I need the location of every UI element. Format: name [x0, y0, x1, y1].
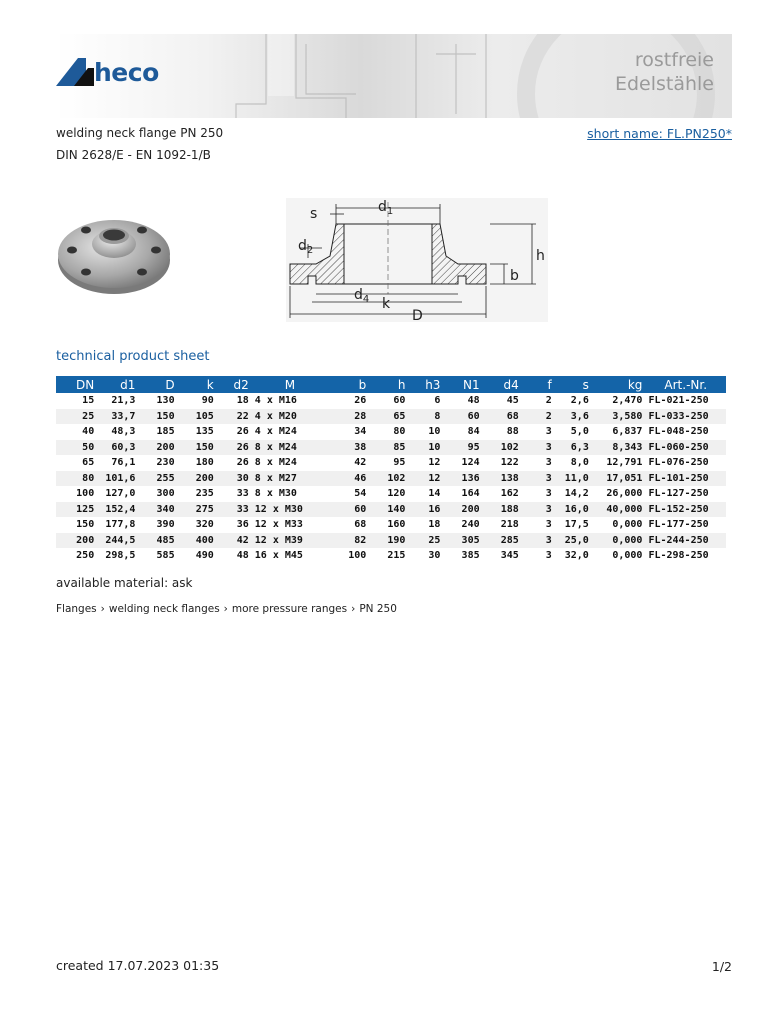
col-header-b: b — [328, 376, 369, 393]
cell-dn: 50 — [56, 440, 97, 456]
cell-N1: 200 — [443, 502, 482, 518]
cell-D: 200 — [138, 440, 177, 456]
dim-label-d1-sub: 1 — [386, 206, 394, 217]
col-header-s: s — [555, 376, 592, 393]
cell-M: 8 x M27 — [252, 471, 328, 487]
cell-D: 300 — [156, 488, 175, 500]
breadcrumb — [56, 603, 397, 615]
cell-f: 3 — [522, 471, 555, 487]
cell-kg: 8,343 — [592, 440, 646, 456]
cell-D: 585 — [156, 550, 175, 562]
short-name-link[interactable]: short name: FL.PN250* — [587, 126, 732, 141]
cell-N1: 385 — [461, 550, 480, 562]
cell-D: 150 — [138, 409, 177, 425]
cell-b: 82 — [328, 533, 369, 549]
cell-M: 16 x M45 — [254, 550, 303, 562]
cell-b: 54 — [354, 488, 367, 500]
cell-h3: 12 — [428, 457, 441, 469]
table-row — [56, 517, 726, 533]
cell-h3: 12 — [408, 471, 443, 487]
cell-M: 8 x M24 — [254, 457, 297, 469]
col-header-h: h — [369, 376, 408, 393]
col-header-D: D — [138, 376, 177, 393]
cell-k: 275 — [178, 502, 217, 518]
cell-f: 3 — [545, 457, 552, 469]
cell-d2: 33 — [217, 502, 252, 518]
cell-M: 8 x M24 — [252, 440, 328, 456]
cell-f: 3 — [522, 533, 555, 549]
cell-dn: 80 — [56, 471, 97, 487]
breadcrumb-item-more-pressure-ranges[interactable]: more pressure ranges — [231, 603, 348, 615]
cell-M: 12 x M33 — [254, 519, 303, 531]
cell-M: 4 x M16 — [254, 395, 297, 407]
cell-d2: 26 — [236, 426, 249, 438]
heco-logo-icon — [56, 52, 96, 88]
cell-d1: 60,3 — [97, 440, 138, 456]
cell-kg: 40,000 — [592, 502, 646, 518]
cell-art-nr: FL-060-250 — [645, 440, 726, 456]
cell-d4: 218 — [500, 519, 519, 531]
cell-D: 130 — [156, 395, 175, 407]
cell-b: 28 — [328, 409, 369, 425]
cell-h: 85 — [369, 440, 408, 456]
cell-dn: 150 — [76, 519, 95, 531]
cell-f: 3 — [522, 502, 555, 518]
cell-dn: 125 — [56, 502, 97, 518]
cell-D: 185 — [156, 426, 175, 438]
cell-N1: 136 — [443, 471, 482, 487]
breadcrumb-separator: › — [100, 603, 105, 615]
cell-N1: 164 — [461, 488, 480, 500]
cell-d1: 33,7 — [97, 409, 138, 425]
cell-h3: 14 — [428, 488, 441, 500]
cell-h: 80 — [393, 426, 406, 438]
cell-d2: 36 — [236, 519, 249, 531]
cell-k: 235 — [195, 488, 214, 500]
cell-d2: 18 — [236, 395, 249, 407]
cell-d4: 188 — [483, 502, 522, 518]
cell-k: 90 — [201, 395, 214, 407]
dim-label-s: s — [310, 206, 318, 222]
cell-art-nr: FL-177-250 — [648, 519, 709, 531]
cell-h3: 25 — [408, 533, 443, 549]
dim-label-k: k — [382, 296, 391, 312]
cell-D: 485 — [138, 533, 177, 549]
cell-f: 3 — [545, 426, 552, 438]
cell-art-nr: FL-127-250 — [648, 488, 709, 500]
cell-kg: 26,000 — [606, 488, 643, 500]
cell-f: 3 — [545, 519, 552, 531]
technical-product-sheet-link[interactable]: technical product sheet — [56, 349, 210, 364]
cell-s: 16,0 — [555, 502, 592, 518]
cell-h3: 30 — [428, 550, 441, 562]
cell-h3: 8 — [408, 409, 443, 425]
cell-d1: 127,0 — [105, 488, 136, 500]
table-row — [56, 409, 726, 425]
cell-D: 230 — [156, 457, 175, 469]
dim-label-d4-sub: 4 — [362, 294, 370, 305]
cell-art-nr: FL-244-250 — [645, 533, 726, 549]
cell-h: 60 — [393, 395, 406, 407]
col-header-M: M — [252, 376, 328, 393]
cell-s: 25,0 — [555, 533, 592, 549]
created-timestamp: created 17.07.2023 01:35 — [56, 958, 220, 973]
col-header-dn: DN — [56, 376, 97, 393]
col-header-kg: kg — [592, 376, 646, 393]
cell-N1: 48 — [467, 395, 480, 407]
col-header-N1: N1 — [443, 376, 482, 393]
cell-art-nr: FL-076-250 — [648, 457, 709, 469]
table-row — [56, 424, 726, 440]
cell-dn: 40 — [82, 426, 95, 438]
cell-h3: 10 — [428, 426, 441, 438]
cell-d4: 102 — [483, 440, 522, 456]
cell-art-nr: FL-298-250 — [648, 550, 709, 562]
cell-d4: 162 — [500, 488, 519, 500]
cell-d2: 30 — [217, 471, 252, 487]
cell-h: 95 — [393, 457, 406, 469]
table-row — [56, 486, 726, 502]
cell-d4: 345 — [500, 550, 519, 562]
col-header-k: k — [178, 376, 217, 393]
cell-f: 2 — [545, 395, 552, 407]
cell-b: 46 — [328, 471, 369, 487]
logo-text: heco — [94, 58, 159, 87]
cell-D: 340 — [138, 502, 177, 518]
table-row — [56, 548, 726, 564]
header-banner — [56, 34, 732, 118]
cell-d1: 152,4 — [97, 502, 138, 518]
cell-k: 320 — [195, 519, 214, 531]
page-number: 1/2 — [711, 959, 732, 974]
col-header-art-nr: Art.-Nr. — [645, 376, 726, 393]
table-header-row — [56, 376, 726, 393]
cell-d4: 68 — [483, 409, 522, 425]
cell-h: 190 — [369, 533, 408, 549]
table-row — [56, 440, 726, 456]
dim-label-h: h — [536, 248, 545, 264]
cell-h3: 18 — [428, 519, 441, 531]
cell-d1: 48,3 — [111, 426, 136, 438]
cell-D: 390 — [156, 519, 175, 531]
cell-D: 255 — [138, 471, 177, 487]
breadcrumb-separator: › — [223, 603, 228, 615]
cell-b: 68 — [354, 519, 367, 531]
cell-s: 8,0 — [570, 457, 589, 469]
cell-h3: 10 — [408, 440, 443, 456]
cell-d1: 244,5 — [97, 533, 138, 549]
cell-d1: 298,5 — [105, 550, 136, 562]
cell-dn: 200 — [56, 533, 97, 549]
cell-k: 400 — [178, 533, 217, 549]
cell-dn: 65 — [82, 457, 95, 469]
cell-b: 34 — [354, 426, 367, 438]
cell-M: 4 x M24 — [254, 426, 297, 438]
table-body — [56, 393, 726, 564]
cell-d2: 33 — [236, 488, 249, 500]
col-header-f: f — [522, 376, 555, 393]
cell-art-nr: FL-152-250 — [645, 502, 726, 518]
cell-kg: 6,837 — [612, 426, 643, 438]
cell-b: 100 — [348, 550, 367, 562]
cell-d4: 88 — [506, 426, 519, 438]
col-header-h3: h3 — [408, 376, 443, 393]
cell-h3: 16 — [408, 502, 443, 518]
tagline-line-1: rostfreie — [634, 49, 714, 71]
cell-art-nr: FL-101-250 — [645, 471, 726, 487]
cell-dn: 15 — [82, 395, 95, 407]
cell-dn: 25 — [56, 409, 97, 425]
col-header-d1: d1 — [97, 376, 138, 393]
tagline-line-2: Edelstähle — [614, 73, 714, 95]
cell-d2: 26 — [236, 457, 249, 469]
cell-k: 200 — [178, 471, 217, 487]
cell-N1: 84 — [467, 426, 480, 438]
cell-N1: 60 — [443, 409, 482, 425]
table-row — [56, 471, 726, 487]
cell-s: 3,6 — [555, 409, 592, 425]
cell-s: 17,5 — [564, 519, 589, 531]
cell-h3: 6 — [434, 395, 441, 407]
table-row — [56, 502, 726, 518]
cell-N1: 305 — [443, 533, 482, 549]
cell-b: 42 — [354, 457, 367, 469]
dim-label-D: D — [412, 308, 423, 322]
cell-N1: 240 — [461, 519, 480, 531]
product-standard: DIN 2628/E - EN 1092-1/B — [56, 148, 211, 162]
cell-b: 26 — [354, 395, 367, 407]
dim-label-d4-main: d — [354, 287, 363, 303]
cell-d4: 122 — [500, 457, 519, 469]
cell-M: 12 x M39 — [252, 533, 328, 549]
cell-M: 4 x M20 — [252, 409, 328, 425]
cell-s: 14,2 — [564, 488, 589, 500]
cell-d2: 48 — [236, 550, 249, 562]
cell-N1: 95 — [443, 440, 482, 456]
cell-d1: 101,6 — [97, 471, 138, 487]
breadcrumb-item-welding-neck-flanges[interactable]: welding neck flanges — [108, 603, 220, 615]
cell-b: 38 — [328, 440, 369, 456]
cell-s: 6,3 — [555, 440, 592, 456]
table-row — [56, 533, 726, 549]
cell-b: 60 — [328, 502, 369, 518]
cell-k: 105 — [178, 409, 217, 425]
cell-d2: 22 — [217, 409, 252, 425]
dim-label-d1-main: d — [378, 199, 387, 215]
cell-h: 215 — [387, 550, 406, 562]
available-material: available material: ask — [56, 576, 193, 590]
tagline — [615, 48, 714, 96]
cell-f: 3 — [545, 488, 552, 500]
cell-d2: 42 — [217, 533, 252, 549]
cell-f: 3 — [545, 550, 552, 562]
cell-art-nr: FL-033-250 — [645, 409, 726, 425]
col-header-d4: d4 — [483, 376, 522, 393]
col-header-d2: d2 — [217, 376, 252, 393]
cell-kg: 12,791 — [606, 457, 643, 469]
cell-d1: 76,1 — [111, 457, 136, 469]
cell-dn: 250 — [76, 550, 95, 562]
cell-kg: 3,580 — [592, 409, 646, 425]
flange-technical-drawing — [286, 198, 548, 322]
cell-art-nr: FL-021-250 — [648, 395, 709, 407]
cell-k: 135 — [195, 426, 214, 438]
cell-s: 32,0 — [564, 550, 589, 562]
cell-kg: 2,470 — [612, 395, 643, 407]
cell-d4: 138 — [483, 471, 522, 487]
table-row — [56, 455, 726, 471]
breadcrumb-item-pn-250[interactable]: PN 250 — [359, 603, 397, 615]
cell-h: 120 — [387, 488, 406, 500]
cell-s: 11,0 — [555, 471, 592, 487]
cell-h: 160 — [387, 519, 406, 531]
cell-d1: 21,3 — [111, 395, 136, 407]
cell-k: 150 — [178, 440, 217, 456]
cell-h: 102 — [369, 471, 408, 487]
specification-table — [56, 376, 726, 564]
cell-kg: 0,000 — [612, 519, 643, 531]
cell-d1: 177,8 — [105, 519, 136, 531]
cell-f: 3 — [522, 440, 555, 456]
dim-label-d2-sub: 2 — [306, 245, 314, 256]
dim-label-d2-main: d — [298, 238, 307, 254]
cell-art-nr: FL-048-250 — [648, 426, 709, 438]
breadcrumb-separator: › — [351, 603, 356, 615]
cell-s: 5,0 — [570, 426, 589, 438]
cell-f: 2 — [522, 409, 555, 425]
cell-N1: 124 — [461, 457, 480, 469]
cell-dn: 100 — [76, 488, 95, 500]
cell-M: 8 x M30 — [254, 488, 297, 500]
cell-d4: 285 — [483, 533, 522, 549]
cell-k: 490 — [195, 550, 214, 562]
cell-kg: 0,000 — [592, 533, 646, 549]
cell-h: 140 — [369, 502, 408, 518]
cell-s: 2,6 — [570, 395, 589, 407]
cell-d4: 45 — [506, 395, 519, 407]
breadcrumb-item-flanges[interactable]: Flanges — [56, 603, 97, 615]
flange-photo — [56, 206, 174, 298]
cell-d2: 26 — [217, 440, 252, 456]
product-name: welding neck flange PN 250 — [56, 126, 224, 140]
cell-h: 65 — [369, 409, 408, 425]
table-row — [56, 393, 726, 409]
dim-label-b: b — [510, 268, 519, 284]
cell-kg: 17,051 — [592, 471, 646, 487]
cell-k: 180 — [195, 457, 214, 469]
cell-M: 12 x M30 — [252, 502, 328, 518]
cell-kg: 0,000 — [612, 550, 643, 562]
